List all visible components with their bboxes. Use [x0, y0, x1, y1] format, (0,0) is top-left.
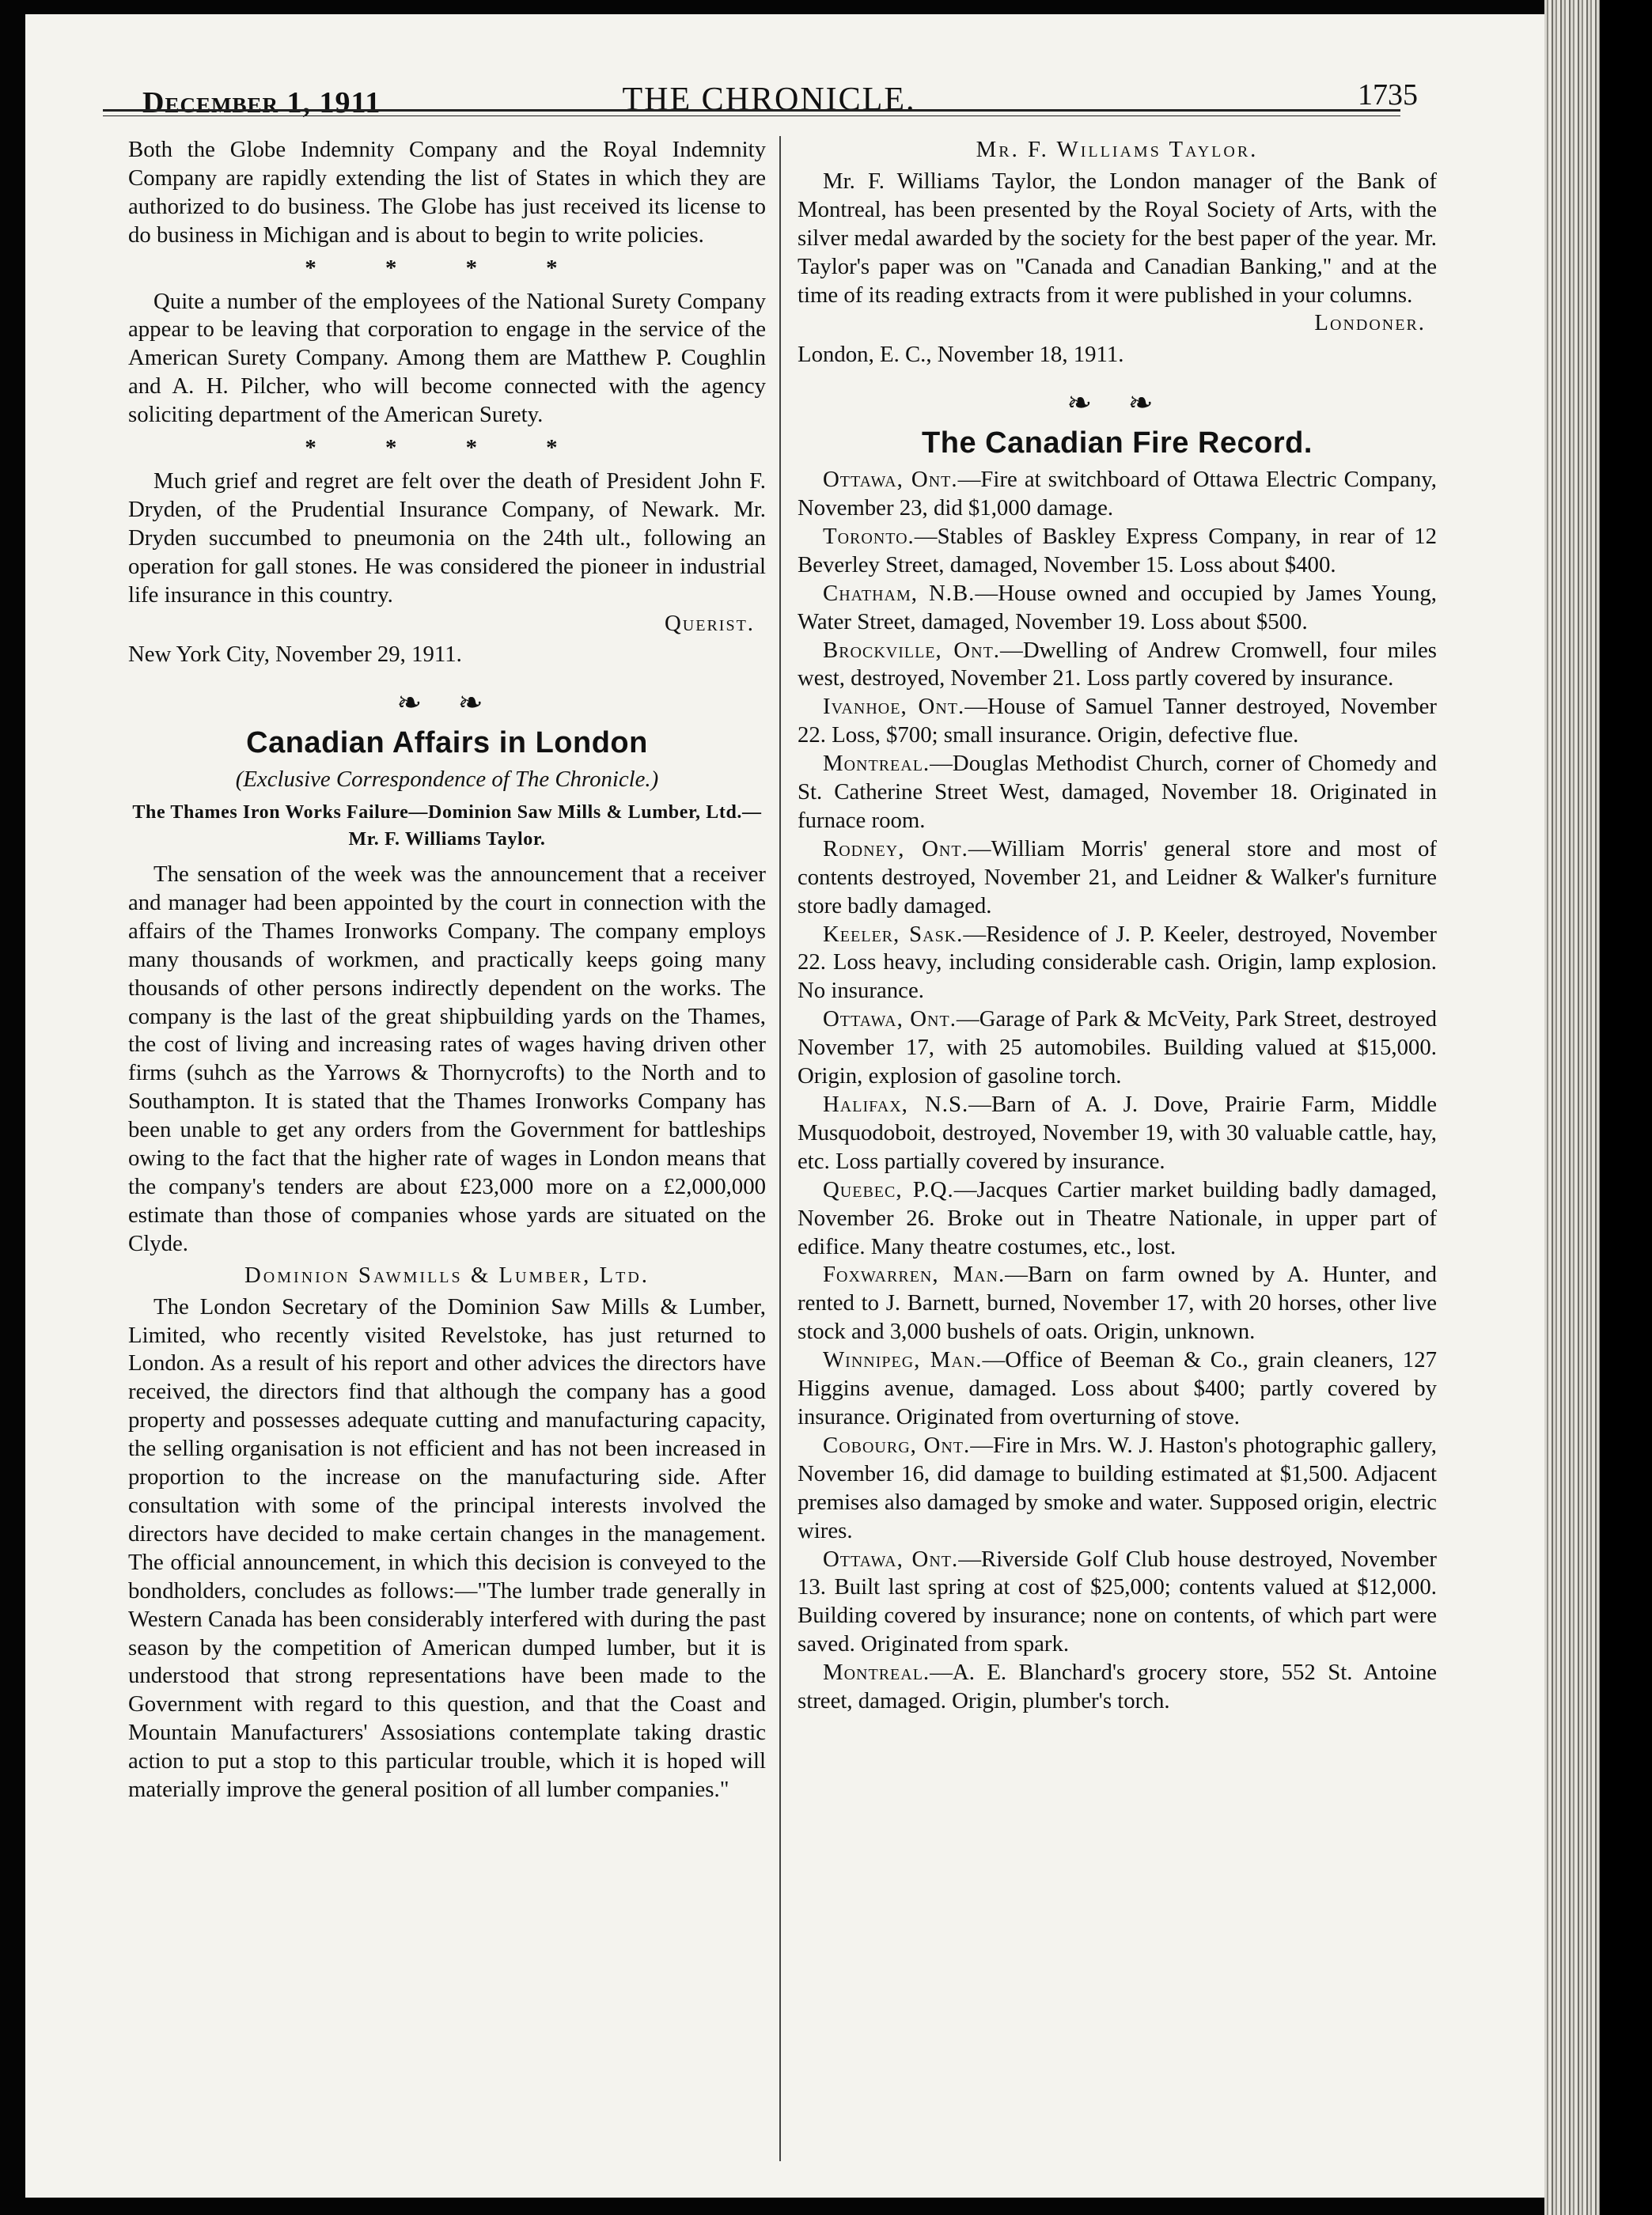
- fire-record-entry: [798, 750, 1437, 835]
- article-subheading: (Exclusive Correspondence of The Chronicle.): [235, 767, 659, 793]
- header-rule: [103, 109, 1400, 112]
- record-place: Halifax, N.S.: [823, 1092, 969, 1117]
- header-rule-thin: [103, 115, 1400, 116]
- record-place: Rodney, Ont.: [823, 835, 968, 861]
- section-stars: * * * *: [305, 435, 589, 461]
- record-place: Brockville, Ont.: [823, 637, 1001, 663]
- record-place: Ottawa, Ont.: [823, 1546, 959, 1572]
- fire-record-entry: [798, 637, 1437, 694]
- column-divider: [779, 136, 781, 2161]
- record-text: —Fire in Mrs. W. J. Haston's photographic gallery, November 16, did damage to building estimated at $1,500. Adjacent premises also damaged by smoke and water. Supposed origin, electric wires.: [798, 1432, 1437, 1543]
- fire-record-entry: [798, 1546, 1437, 1660]
- record-text: —Barn on farm owned by A. Hunter, and rented to J. Barnett, burned, November 17, with 20 horses, other live stock and 3,000 bushels of oats. Origin, unknown.: [798, 1262, 1438, 1345]
- fire-record-entry: [798, 523, 1437, 580]
- left-column: [128, 136, 766, 1804]
- record-place: Cobourg, Ont.: [823, 1432, 971, 1458]
- record-text: —Dwelling of Andrew Cromwell, four miles west, destroyed, November 21. Loss partly covered by insurance.: [798, 637, 1437, 691]
- fire-record-entry: [798, 693, 1437, 750]
- article-heading: The Canadian Fire Record.: [922, 426, 1313, 460]
- fire-record-entry: [798, 835, 1437, 921]
- section-heading: Dominion Sawmills & Lumber, Ltd.: [244, 1262, 650, 1288]
- record-place: Ottawa, Ont.: [823, 467, 958, 493]
- record-place: Winnipeg, Man.: [823, 1347, 983, 1373]
- record-place: Montreal.: [823, 751, 930, 777]
- record-text: —House of Samuel Tanner destroyed, November 22. Loss, $700; small insurance. Origin, defective flue.: [798, 694, 1438, 748]
- fire-record-entry: [798, 921, 1437, 1006]
- right-column: [798, 136, 1437, 1716]
- record-place: Chatham, N.B.: [823, 580, 976, 606]
- section-heading: Mr. F. Williams Taylor.: [976, 137, 1259, 162]
- fleuron-ornament: ❧ ❧: [1067, 387, 1168, 421]
- paragraph: Mr. F. Williams Taylor, the London manager of the Bank of Montreal, has been presented by the Royal Society of Arts, with the silver medal awarded by the society for the best paper of the year. Mr. Taylor's paper was on "Canada and Canadian Banking," and at the time of its reading extracts from it were published in your columns.: [798, 168, 1437, 308]
- paragraph: Much grief and regret are felt over the death of President John F. Dryden, of the Prudential Insurance Company, of Newark. Mr. Dryden succumbed to pneumonia on the 24th ult., following an operation for gall stones. He was considered the pioneer in industrial life insurance in this country.: [128, 468, 766, 608]
- fire-record-entry: [798, 1005, 1437, 1091]
- header-date: December 1, 1911: [142, 86, 381, 119]
- record-text: —Stables of Baskley Express Company, in rear of 12 Beverley Street, damaged, November 15. Loss about $400.: [798, 523, 1437, 577]
- fire-record-entry: [798, 1261, 1437, 1346]
- fire-record-entry: [798, 1659, 1437, 1716]
- record-place: Toronto.: [823, 523, 915, 549]
- record-text: —Office of Beeman & Co., grain cleaners, 127 Higgins avenue, damaged. Loss about $400; partly covered by insurance. Originated from overturning of stove.: [798, 1347, 1437, 1429]
- record-place: Foxwarren, Man.: [823, 1262, 1006, 1288]
- record-text: —Fire at switchboard of Ottawa Electric Company, November 23, did $1,000 damage.: [798, 467, 1437, 521]
- paragraph: Quite a number of the employees of the National Surety Company appear to be leaving that corporation to engage in the service of the American Surety Company. Among them are Matthew P. Coughlin and A. H. Pilcher, who will become connected with the agency soliciting department of the American Surety.: [128, 288, 766, 428]
- fire-record-list: [798, 466, 1437, 1716]
- record-text: —House owned and occupied by James Young, Water Street, damaged, November 19. Loss about $500.: [798, 580, 1437, 634]
- page-number: 1735: [1358, 78, 1418, 112]
- record-text: —Jacques Cartier market building badly damaged, November 26. Broke out in Theatre Nationale, in upper part of edifice. Many theatre costumes, etc., lost.: [798, 1176, 1437, 1259]
- record-place: Quebec, P.Q.: [823, 1176, 954, 1202]
- book-spine: [1544, 0, 1600, 2215]
- signature-querist: Querist.: [665, 610, 755, 636]
- scan-edge: [1600, 0, 1652, 2215]
- record-text: —A. E. Blanchard's grocery store, 552 St. Antoine street, damaged. Origin, plumber's torch.: [798, 1660, 1437, 1714]
- article-heading: Canadian Affairs in London: [246, 726, 648, 760]
- record-text: —Garage of Park & McVeity, Park Street, destroyed November 17, with 25 automobiles. Building valued at $15,000. Origin, explosion of gasoline torch.: [798, 1006, 1437, 1089]
- fleuron-ornament: ❧ ❧: [396, 687, 498, 721]
- fire-record-entry: [798, 1432, 1437, 1546]
- article-subtitle: The Thames Iron Works Failure—Dominion Saw Mills & Lumber, Ltd.—Mr. F. Williams Taylor.: [132, 802, 762, 850]
- dateline: London, E. C., November 18, 1911.: [798, 342, 1124, 368]
- signature-londoner: Londoner.: [1314, 310, 1426, 336]
- record-place: Keeler, Sask.: [823, 921, 964, 947]
- record-text: —Riverside Golf Club house destroyed, November 13. Built last spring at cost of $25,000; contents valued at $12,000. Building covered by insurance; none on contents, of which part were saved. Originated from spark.: [798, 1546, 1437, 1657]
- paragraph: The London Secretary of the Dominion Saw Mills & Lumber, Limited, who recently visited Revelstoke, has just returned to London. As a result of his report and other advices the directors have received, the directors find that although the company has a good property and possesses adequate cutting and manufacturing capacity, the selling organisation is not efficient and has not been increased in proportion to the increase on the manufacturing side. After consultation with some of the principal interests involved the directors have decided to make certain changes in the management. The official announcement, in which this decision is conveyed to the bondholders, concludes as follows:—"The lumber trade generally in Western Canada has been considerably interfered with during the past season by the competition of American dumped lumber, but it is understood that strong representations have been made to the Government with regard to this question, and that the Coast and Mountain Manufacturers' Assosiations contemplate taking drastic action to put a stop to this particular trouble, which it is hoped will materially improve the general position of all lumber companies.": [128, 1293, 766, 1803]
- record-place: Ottawa, Ont.: [823, 1006, 957, 1032]
- record-place: Montreal.: [823, 1660, 930, 1686]
- publication-title: THE CHRONICLE.: [622, 81, 916, 118]
- fire-record-entry: [798, 1176, 1437, 1262]
- record-text: —Barn of A. J. Dove, Prairie Farm, Middle Musquodoboit, destroyed, November 19, with 30 valuable cattle, hay, etc. Loss partially covered by insurance.: [798, 1092, 1437, 1174]
- paragraph: Both the Globe Indemnity Company and the Royal Indemnity Company are rapidly extending the list of States in which they are authorized to do business. The Globe has just received its license to do business in Michigan and is about to begin to write policies.: [128, 137, 766, 248]
- record-text: —William Morris' general store and most of contents destroyed, November 21, and Leidner & Walker's furniture store badly damaged.: [798, 835, 1437, 918]
- dateline: New York City, November 29, 1911.: [128, 642, 462, 668]
- record-place: Ivanhoe, Ont.: [823, 694, 965, 720]
- paragraph: The sensation of the week was the announcement that a receiver and manager had been appointed by the court in connection with the affairs of the Thames Ironworks Company. The company employs many thousands of workmen, and practically keeps going many thousands of other persons indirectly dependent on the works. The company is the last of the great shipbuilding yards on the Thames, the cost of living and increasing rates of wages having driven other firms (suhch as the Yarrows & Thornycrofts) to the North and to Southampton. It is stated that the Thames Ironworks Company has been unable to get any orders from the Government for battleships owing to the fact that the higher rate of wages in London means that the company's tenders are about £23,000 more on a £2,000,000 estimate than those of companies whose yards are situated on the Clyde.: [128, 861, 766, 1256]
- record-text: —Residence of J. P. Keeler, destroyed, November 22. Loss heavy, including considerable cash. Origin, lamp explosion. No insurance.: [798, 921, 1437, 1004]
- fire-record-entry: [798, 466, 1437, 523]
- fire-record-entry: [798, 1346, 1437, 1432]
- record-text: —Douglas Methodist Church, corner of Chomedy and St. Catherine Street West, damaged, November 18. Originated in furnace room.: [798, 751, 1437, 833]
- section-stars: * * * *: [305, 255, 589, 281]
- fire-record-entry: [798, 580, 1437, 637]
- fire-record-entry: [798, 1091, 1437, 1176]
